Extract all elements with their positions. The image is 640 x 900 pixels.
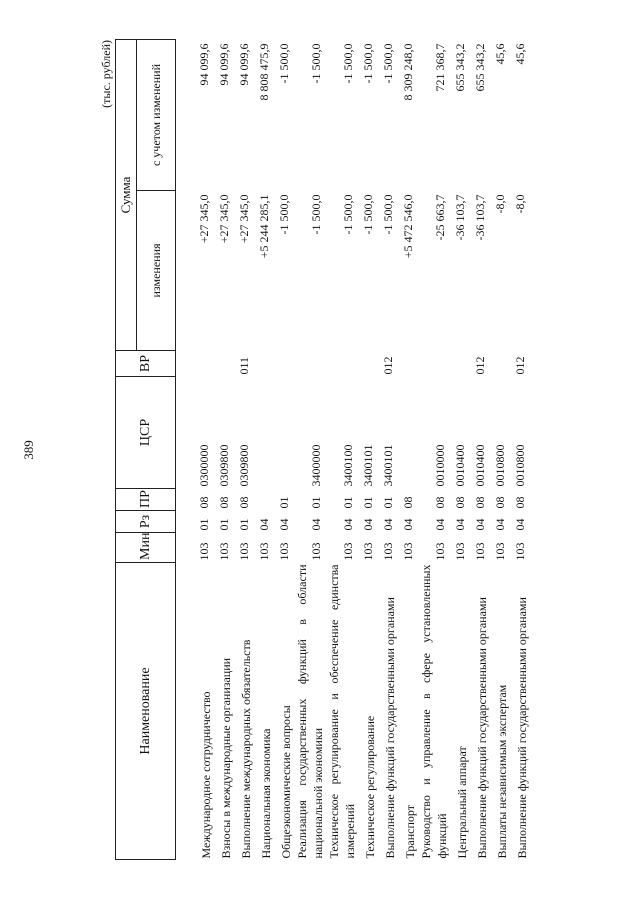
row-csr: 0010400 — [473, 444, 487, 487]
row-csr: 0309800 — [237, 444, 251, 487]
row-rz: 04 — [309, 518, 323, 531]
row-vr — [358, 351, 378, 377]
row-total: -1 500,0 — [361, 43, 375, 84]
budget-table — [115, 39, 530, 860]
header-min: Мин — [116, 533, 176, 563]
row-min: 103 — [237, 542, 251, 561]
row-pr: 08 — [197, 496, 211, 509]
row-min: 103 — [341, 542, 355, 561]
row-pr: 08 — [513, 496, 527, 509]
row-rz: 01 — [217, 518, 231, 531]
row-csr: 3400100 — [341, 444, 355, 487]
row-min: 103 — [197, 542, 211, 561]
row-total: 94 099,6 — [197, 43, 211, 86]
row-name-text: Руководство и управление в сфере установленных функций — [419, 564, 449, 859]
row-rz: 04 — [453, 518, 467, 531]
row-pr: 01 — [309, 496, 323, 509]
row-min: 103 — [277, 542, 291, 561]
table-row — [326, 40, 358, 860]
row-change: -8,0 — [513, 194, 527, 214]
row-total: 655 343,2 — [473, 43, 487, 92]
row-name — [378, 563, 398, 860]
row-change: -25 663,7 — [433, 194, 447, 241]
page-number: 389 — [21, 440, 36, 460]
header-with-changes: с учетом изменений — [137, 40, 176, 191]
row-name — [418, 563, 450, 860]
table-row — [378, 40, 398, 860]
row-pr: 08 — [237, 496, 251, 509]
row-change: -36 103,7 — [473, 194, 487, 241]
row-vr: 011 — [237, 356, 251, 375]
row-csr — [274, 377, 294, 489]
row-name-text: Техническое регулирование — [363, 715, 377, 859]
row-name-text: Реализация государственных функций в области национальной экономики — [295, 564, 325, 859]
row-vr — [176, 351, 215, 377]
row-min: 103 — [257, 542, 271, 561]
table-row — [176, 40, 215, 860]
row-name — [358, 563, 378, 860]
row-csr: 3400101 — [361, 444, 375, 487]
header-vr: ВР — [116, 351, 176, 377]
row-name — [450, 563, 470, 860]
row-name-text: Общеэкономические вопросы — [279, 705, 293, 859]
table-row — [510, 40, 530, 860]
row-change: +27 345,0 — [217, 194, 231, 244]
row-name-text: Взносы в международные организации — [219, 657, 233, 859]
row-vr: 012 — [473, 356, 487, 375]
row-pr — [254, 489, 274, 511]
row-change: -8,0 — [493, 194, 507, 214]
row-name — [510, 563, 530, 860]
rotated-page-content — [98, 40, 588, 860]
row-min: 103 — [217, 542, 231, 561]
header-name: Наименование — [116, 563, 176, 860]
row-vr: 012 — [381, 356, 395, 375]
row-csr — [398, 377, 418, 489]
row-name — [470, 563, 490, 860]
row-change: -1 500,0 — [381, 194, 395, 235]
table-body — [176, 40, 531, 860]
table-row — [234, 40, 254, 860]
row-total: 8 808 475,9 — [257, 43, 271, 101]
table-row — [214, 40, 234, 860]
row-name-text: Центральный аппарат — [455, 746, 469, 859]
row-pr: 01 — [277, 496, 291, 509]
table-row — [418, 40, 450, 860]
row-name — [176, 563, 215, 860]
row-pr: 08 — [453, 496, 467, 509]
row-rz: 04 — [401, 518, 415, 531]
row-vr: 012 — [513, 356, 527, 375]
row-name-text: Выполнение функций государственными органами — [383, 597, 397, 859]
row-pr: 08 — [493, 496, 507, 509]
row-csr: 0010800 — [513, 444, 527, 487]
row-name — [294, 563, 326, 860]
row-name — [214, 563, 234, 860]
table-row — [254, 40, 274, 860]
row-total: -1 500,0 — [309, 43, 323, 84]
row-vr — [398, 351, 418, 377]
row-csr: 3400000 — [309, 444, 323, 487]
row-pr: 08 — [473, 496, 487, 509]
row-name — [490, 563, 510, 860]
row-total: 45,6 — [493, 43, 507, 65]
row-rz: 04 — [433, 518, 447, 531]
row-vr — [418, 351, 450, 377]
row-vr — [254, 351, 274, 377]
row-pr: 01 — [381, 496, 395, 509]
row-name-text: Техническое регулирование и обеспечение единства измерений — [327, 564, 357, 859]
table-row — [470, 40, 490, 860]
row-change: +5 472 546,0 — [401, 194, 415, 259]
row-change: +27 345,0 — [197, 194, 211, 244]
table-header — [116, 40, 176, 860]
row-change: -1 500,0 — [277, 194, 291, 235]
row-min: 103 — [473, 542, 487, 561]
row-pr: 08 — [217, 496, 231, 509]
row-rz: 04 — [257, 518, 271, 531]
row-csr: 0309800 — [217, 444, 231, 487]
row-vr — [214, 351, 234, 377]
row-rz: 04 — [473, 518, 487, 531]
table-row — [398, 40, 418, 860]
row-min: 103 — [513, 542, 527, 561]
header-change: изменения — [137, 191, 176, 351]
row-change: -36 103,7 — [453, 194, 467, 241]
row-csr: 3400101 — [381, 444, 395, 487]
row-total: 8 309 248,0 — [401, 43, 415, 101]
row-name-text: Выполнение функций государственными органами — [515, 597, 529, 859]
row-name — [234, 563, 254, 860]
row-name — [398, 563, 418, 860]
row-name — [326, 563, 358, 860]
row-rz: 04 — [381, 518, 395, 531]
row-rz: 04 — [277, 518, 291, 531]
row-total: 45,6 — [513, 43, 527, 65]
row-total: 721 368,7 — [433, 43, 447, 92]
row-name-text: Выполнение международных обязательств — [239, 639, 253, 859]
row-pr: 08 — [401, 496, 415, 509]
row-rz: 04 — [341, 518, 355, 531]
table-row — [490, 40, 510, 860]
row-total: 94 099,6 — [217, 43, 231, 86]
row-min: 103 — [493, 542, 507, 561]
row-vr — [490, 351, 510, 377]
row-name-text: Национальная экономика — [259, 728, 273, 859]
row-min: 103 — [433, 542, 447, 561]
row-name — [274, 563, 294, 860]
row-vr — [274, 351, 294, 377]
row-change: +27 345,0 — [237, 194, 251, 244]
row-vr — [450, 351, 470, 377]
header-rz: Рз — [116, 511, 176, 533]
row-min: 103 — [309, 542, 323, 561]
row-csr: 0010800 — [493, 444, 507, 487]
row-pr: 01 — [341, 496, 355, 509]
row-total: -1 500,0 — [341, 43, 355, 84]
row-name-text: Транспорт — [403, 805, 417, 859]
row-name-text: Выполнение функций государственными органами — [475, 597, 489, 859]
row-name-text: Выплаты независимым экспертам — [495, 684, 509, 859]
row-pr: 01 — [361, 496, 375, 509]
row-rz: 01 — [237, 518, 251, 531]
row-total: 94 099,6 — [237, 43, 251, 86]
row-csr: 0010000 — [433, 444, 447, 487]
row-rz: 04 — [361, 518, 375, 531]
table-row — [294, 40, 326, 860]
row-total: 655 343,2 — [453, 43, 467, 92]
row-min: 103 — [361, 542, 375, 561]
table-row — [358, 40, 378, 860]
row-change: -1 500,0 — [361, 194, 375, 235]
row-pr: 08 — [433, 496, 447, 509]
row-csr: 0010400 — [453, 444, 467, 487]
row-vr — [326, 351, 358, 377]
table-row — [450, 40, 470, 860]
row-rz: 01 — [197, 518, 211, 531]
row-name-text: Международное сотрудничество — [199, 691, 213, 859]
row-total: -1 500,0 — [381, 43, 395, 84]
row-csr: 0300000 — [197, 444, 211, 487]
unit-label: (тыс. рублей) — [99, 40, 113, 108]
row-min: 103 — [381, 542, 395, 561]
table-row — [274, 40, 294, 860]
row-change: -1 500,0 — [309, 194, 323, 235]
row-total: -1 500,0 — [277, 43, 291, 84]
row-vr — [294, 351, 326, 377]
header-pr: ПР — [116, 489, 176, 511]
row-rz: 04 — [493, 518, 507, 531]
row-name — [254, 563, 274, 860]
row-min: 103 — [401, 542, 415, 561]
row-rz: 04 — [513, 518, 527, 531]
header-sum: Сумма — [116, 40, 137, 351]
row-min: 103 — [453, 542, 467, 561]
row-change: -1 500,0 — [341, 194, 355, 235]
header-csr: ЦСР — [116, 377, 176, 489]
row-csr — [254, 377, 274, 489]
row-change: +5 244 285,1 — [257, 194, 271, 259]
